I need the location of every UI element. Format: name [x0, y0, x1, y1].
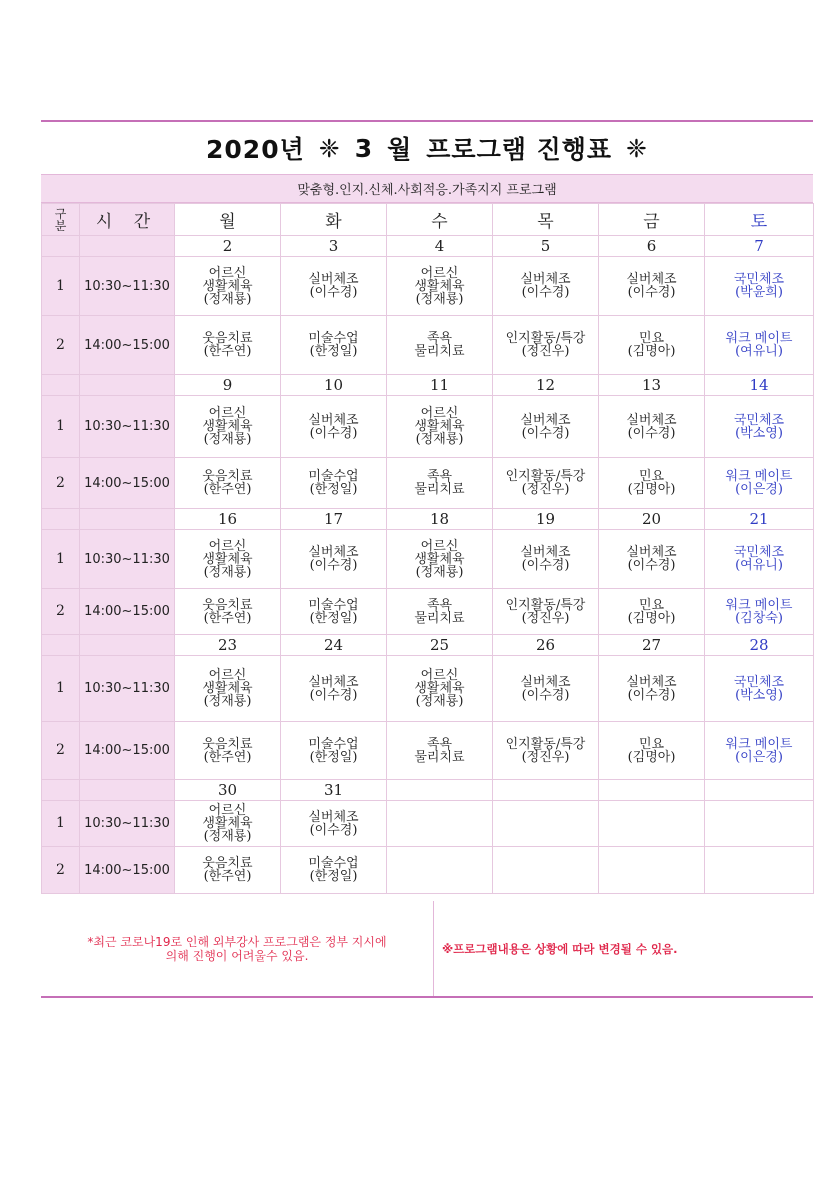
program-text: 어르신 생활체육 (정재룡) [202, 803, 253, 844]
slot-number: 2 [42, 847, 80, 894]
program-cell-tue [281, 257, 387, 316]
slot-number: 1 [42, 801, 80, 847]
date-row-spacer [80, 236, 175, 257]
program-text: 미술수업 (한정일) [308, 469, 359, 497]
date-row-spacer [80, 375, 175, 396]
program-text: 실버체조 (이수경) [520, 412, 571, 441]
slot-row [42, 257, 814, 316]
date-mon: 16 [175, 509, 281, 530]
slot-time: 14:00~15:00 [80, 589, 175, 635]
slot-number: 1 [42, 257, 80, 316]
title-year: 2020년 [206, 135, 305, 164]
program-text: 어르신 생활체육 (정재룡) [202, 668, 253, 709]
footer-notes [41, 901, 813, 998]
slot-time: 10:30~11:30 [80, 801, 175, 847]
header-day-fri: 금 [599, 204, 705, 236]
program-cell-mon [175, 458, 281, 509]
program-text: 워크 메이트 (김창숙) [725, 597, 793, 626]
program-text: 실버체조 (이수경) [626, 412, 677, 441]
slot-time: 14:00~15:00 [80, 458, 175, 509]
corona-notice [41, 901, 434, 996]
program-text: 실버체조 (이수경) [626, 272, 677, 300]
program-cell-fri [599, 396, 705, 458]
date-row [42, 509, 814, 530]
program-cell-fri [599, 530, 705, 589]
date-sat [705, 780, 814, 801]
program-text: 족욕 물리치료 [414, 597, 465, 626]
date-row-spacer [80, 780, 175, 801]
slot-number: 2 [42, 458, 80, 509]
date-row-spacer [80, 635, 175, 656]
header-day-wed: 수 [387, 204, 493, 236]
program-cell-sat [705, 656, 814, 722]
slot-row [42, 316, 814, 375]
program-cell-tue [281, 458, 387, 509]
date-fri: 20 [599, 509, 705, 530]
program-cell-sat [705, 316, 814, 375]
program-text: 웃음치료 (한주연) [202, 597, 253, 626]
program-cell-sat [705, 396, 814, 458]
program-text: 어르신 생활체육 (정재룡) [414, 265, 465, 307]
program-cell-mon [175, 589, 281, 635]
program-text: 실버체조 (이수경) [308, 809, 359, 838]
slot-time: 14:00~15:00 [80, 847, 175, 894]
program-cell-sat [705, 847, 814, 894]
program-text: 국민체조 (박소영) [733, 412, 785, 441]
header-day-tue: 화 [281, 204, 387, 236]
date-tue: 24 [281, 635, 387, 656]
slot-number: 2 [42, 589, 80, 635]
program-cell-tue [281, 396, 387, 458]
header-gu [42, 204, 80, 236]
program-text: 웃음치료 (한주연) [202, 856, 253, 884]
program-cell-fri [599, 722, 705, 780]
program-cell-fri [599, 257, 705, 316]
date-row-spacer [42, 236, 80, 257]
program-text: 실버체조 (이수경) [308, 545, 359, 573]
slot-number: 1 [42, 530, 80, 589]
program-text: 실버체조 (이수경) [626, 674, 677, 703]
program-text: 실버체조 (이수경) [308, 272, 359, 300]
program-cell-thu [493, 589, 599, 635]
header-time: 시 간 [80, 204, 175, 236]
program-cell-tue [281, 316, 387, 375]
date-mon: 23 [175, 635, 281, 656]
program-text: 어르신 생활체육 (정재룡) [414, 538, 465, 580]
program-text: 족욕 물리치료 [414, 331, 465, 359]
program-text: 인지활동/특강 (정진우) [505, 331, 586, 359]
slot-row [42, 801, 814, 847]
slot-row [42, 458, 814, 509]
schedule-table [41, 203, 814, 894]
change-notice [434, 901, 813, 996]
program-cell-mon [175, 801, 281, 847]
program-cell-mon [175, 722, 281, 780]
program-text: 실버체조 (이수경) [626, 545, 677, 573]
date-row-spacer [42, 635, 80, 656]
date-thu: 19 [493, 509, 599, 530]
program-text: 웃음치료 (한주연) [202, 469, 253, 497]
program-cell-wed [387, 847, 493, 894]
header-gu-char: 구 [54, 206, 67, 221]
slot-time: 10:30~11:30 [80, 396, 175, 458]
slot-time: 14:00~15:00 [80, 722, 175, 780]
slot-number: 1 [42, 396, 80, 458]
date-row-spacer [80, 509, 175, 530]
program-text: 미술수업 (한정일) [308, 736, 359, 765]
program-text: 민요 (김명아) [627, 736, 676, 765]
date-row-spacer [42, 509, 80, 530]
page-title [41, 120, 813, 174]
date-fri [599, 780, 705, 801]
date-wed: 11 [387, 375, 493, 396]
date-tue: 3 [281, 236, 387, 257]
program-text: 국민체조 (박소영) [733, 674, 785, 703]
program-cell-wed [387, 801, 493, 847]
program-cell-sat [705, 589, 814, 635]
program-text: 인지활동/특강 (정진우) [505, 597, 586, 626]
program-cell-fri [599, 656, 705, 722]
slot-row [42, 722, 814, 780]
date-tue: 31 [281, 780, 387, 801]
program-text: 인지활동/특강 (정진우) [505, 469, 586, 497]
program-text: 웃음치료 (한주연) [202, 736, 253, 765]
program-text: 미술수업 (한정일) [308, 856, 359, 884]
program-cell-wed [387, 656, 493, 722]
header-day-thu: 목 [493, 204, 599, 236]
program-text: 민요 (김명아) [627, 469, 676, 497]
program-cell-fri [599, 458, 705, 509]
date-tue: 17 [281, 509, 387, 530]
change-notice-text: ※프로그램내용은 상황에 따라 변경될 수 있음. [442, 941, 678, 956]
date-mon: 30 [175, 780, 281, 801]
program-cell-thu [493, 656, 599, 722]
program-text: 실버체조 (이수경) [308, 674, 359, 703]
program-text: 웃음치료 (한주연) [202, 331, 253, 359]
program-cell-thu [493, 316, 599, 375]
program-cell-tue [281, 847, 387, 894]
title-rest: 프로그램 진행표 [426, 135, 613, 164]
slot-number: 2 [42, 722, 80, 780]
program-cell-mon [175, 257, 281, 316]
program-text: 족욕 물리치료 [414, 736, 465, 765]
program-text: 어르신 생활체육 (정재룡) [414, 668, 465, 709]
date-row-spacer [42, 375, 80, 396]
program-text: 워크 메이트 (이은경) [725, 736, 793, 765]
date-thu: 26 [493, 635, 599, 656]
slot-number: 1 [42, 656, 80, 722]
date-row [42, 635, 814, 656]
date-thu [493, 780, 599, 801]
program-cell-wed [387, 458, 493, 509]
date-row-spacer [42, 780, 80, 801]
program-text: 실버체조 (이수경) [520, 674, 571, 703]
date-thu: 5 [493, 236, 599, 257]
slot-time: 14:00~15:00 [80, 316, 175, 375]
program-cell-fri [599, 801, 705, 847]
program-text: 미술수업 (한정일) [308, 597, 359, 626]
program-cell-sat [705, 722, 814, 780]
program-cell-wed [387, 257, 493, 316]
program-cell-tue [281, 530, 387, 589]
program-cell-thu [493, 847, 599, 894]
program-cell-mon [175, 656, 281, 722]
slot-row [42, 656, 814, 722]
program-cell-wed [387, 530, 493, 589]
program-text: 어르신 생활체육 (정재룡) [414, 406, 465, 447]
program-cell-tue [281, 589, 387, 635]
date-row [42, 236, 814, 257]
date-sat: 14 [705, 375, 814, 396]
date-mon: 2 [175, 236, 281, 257]
date-thu: 12 [493, 375, 599, 396]
date-fri: 6 [599, 236, 705, 257]
program-text: 워크 메이트 (이은경) [725, 469, 793, 497]
slot-time: 10:30~11:30 [80, 530, 175, 589]
program-cell-fri [599, 316, 705, 375]
program-cell-mon [175, 396, 281, 458]
title-month-suffix: 월 [387, 135, 413, 164]
date-sat: 21 [705, 509, 814, 530]
program-text: 실버체조 (이수경) [520, 272, 571, 300]
schedule-sheet [41, 120, 813, 894]
date-row [42, 375, 814, 396]
date-fri: 27 [599, 635, 705, 656]
program-text: 워크 메이트 (여유니) [725, 331, 793, 359]
program-text: 국민체조 (여유니) [733, 545, 785, 573]
program-cell-sat [705, 801, 814, 847]
date-wed: 4 [387, 236, 493, 257]
program-cell-thu [493, 458, 599, 509]
program-cell-fri [599, 589, 705, 635]
program-text: 민요 (김명아) [627, 331, 676, 359]
program-text: 미술수업 (한정일) [308, 331, 359, 359]
date-wed: 18 [387, 509, 493, 530]
program-text: 인지활동/특강 (정진우) [505, 736, 586, 765]
date-row [42, 780, 814, 801]
program-cell-thu [493, 722, 599, 780]
program-cell-tue [281, 722, 387, 780]
program-cell-wed [387, 722, 493, 780]
date-sat: 28 [705, 635, 814, 656]
header-gu-char: 분 [54, 218, 67, 233]
program-cell-mon [175, 316, 281, 375]
slot-time: 10:30~11:30 [80, 656, 175, 722]
program-text: 족욕 물리치료 [414, 469, 465, 497]
slot-row [42, 847, 814, 894]
program-text: 국민체조 (박윤희) [733, 272, 785, 300]
program-text: 실버체조 (이수경) [520, 545, 571, 573]
date-tue: 10 [281, 375, 387, 396]
program-cell-sat [705, 458, 814, 509]
program-cell-sat [705, 530, 814, 589]
header-day-mon: 월 [175, 204, 281, 236]
program-cell-tue [281, 656, 387, 722]
program-cell-wed [387, 396, 493, 458]
program-cell-wed [387, 589, 493, 635]
program-cell-thu [493, 801, 599, 847]
slot-row [42, 589, 814, 635]
date-mon: 9 [175, 375, 281, 396]
program-text: 어르신 생활체육 (정재룡) [202, 538, 253, 580]
program-cell-mon [175, 847, 281, 894]
program-cell-mon [175, 530, 281, 589]
program-text: 실버체조 (이수경) [308, 412, 359, 441]
date-fri: 13 [599, 375, 705, 396]
corona-notice-text: *최근 코로나19로 인해 외부강사 프로그램은 정부 지시에 의해 진행이 어려울수 있음. [87, 934, 387, 963]
program-cell-thu [493, 257, 599, 316]
date-wed [387, 780, 493, 801]
slot-row [42, 396, 814, 458]
date-wed: 25 [387, 635, 493, 656]
program-text: 어르신 생활체육 (정재룡) [202, 265, 253, 307]
program-cell-sat [705, 257, 814, 316]
program-cell-tue [281, 801, 387, 847]
slot-number: 2 [42, 316, 80, 375]
program-cell-thu [493, 530, 599, 589]
program-subtitle: 맞춤형.인지.신체.사회적응.가족지지 프로그램 [41, 174, 813, 203]
program-cell-wed [387, 316, 493, 375]
header-day-sat: 토 [705, 204, 814, 236]
slot-time: 10:30~11:30 [80, 257, 175, 316]
snowflake-icon: ❈ [318, 133, 341, 163]
slot-row [42, 530, 814, 589]
program-cell-thu [493, 396, 599, 458]
title-month: 3 [354, 133, 374, 163]
date-sat: 7 [705, 236, 814, 257]
header-row [42, 204, 814, 236]
snowflake-icon: ❈ [626, 133, 648, 163]
program-cell-fri [599, 847, 705, 894]
program-text: 어르신 생활체육 (정재룡) [202, 406, 253, 447]
program-text: 민요 (김명아) [627, 597, 676, 626]
header-gu-label [42, 208, 79, 232]
